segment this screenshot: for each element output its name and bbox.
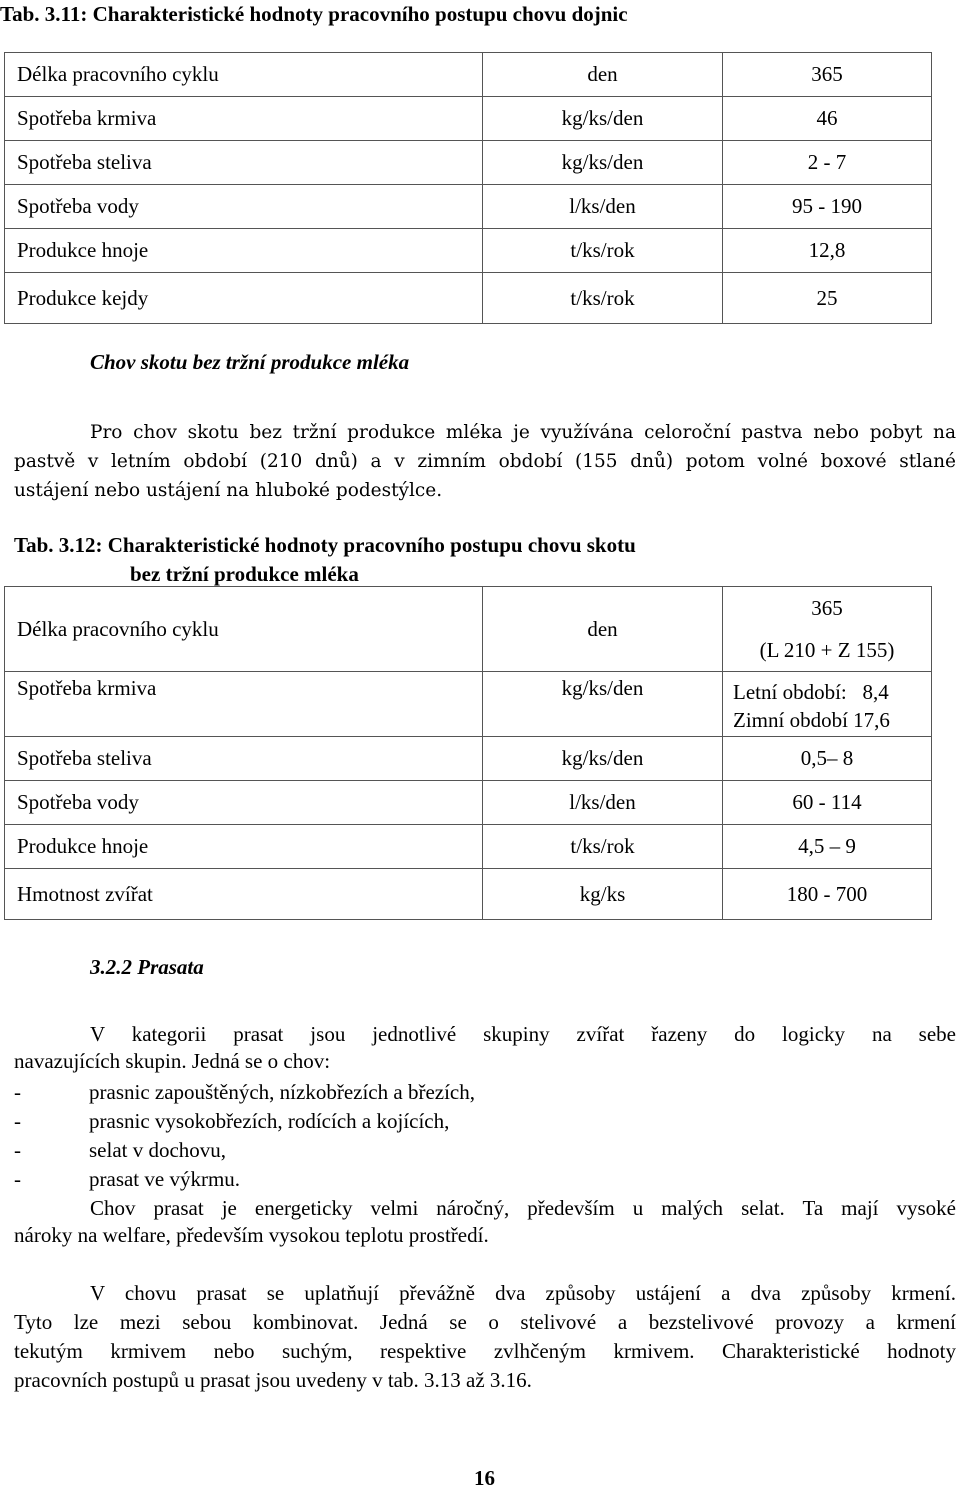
section-paragraph-cont xyxy=(14,447,956,505)
section-paragraph xyxy=(90,418,956,447)
row-unit: kg/ks/den xyxy=(483,141,723,185)
row-label: Produkce kejdy xyxy=(5,273,483,324)
row-label: Produkce hnoje xyxy=(5,229,483,273)
table1-caption: Tab. 3.11: Charakteristické hodnoty pracovního postupu chovu dojnic xyxy=(0,2,628,26)
paragraph-cont xyxy=(14,1308,956,1395)
section-heading: 3.2.2 Prasata xyxy=(90,955,204,979)
paragraph-line: Pro chov skotu bez tržní produkce mléka je využívána celoroční pastva nebo pobyt na xyxy=(90,422,956,443)
value-line: (L 210 + Z 155) xyxy=(759,638,895,662)
table2 xyxy=(4,586,932,920)
paragraph-line: Chov prasat je energeticky velmi náročný, především u malých selat. Ta mají vysoké xyxy=(90,1196,956,1220)
paragraph xyxy=(90,1194,956,1223)
row-value: 60 - 114 xyxy=(723,781,932,825)
value-line: Zimní období 17,6 xyxy=(733,708,890,732)
list-item xyxy=(14,1107,475,1136)
bullet-dash: - xyxy=(14,1167,21,1191)
row-label: Spotřeba krmiva xyxy=(5,672,483,737)
row-unit: l/ks/den xyxy=(483,781,723,825)
row-label: Spotřeba vody xyxy=(5,185,483,229)
row-unit: den xyxy=(483,53,723,97)
list-item xyxy=(14,1136,475,1165)
row-value: 95 - 190 xyxy=(723,185,932,229)
row-unit: kg/ks/den xyxy=(483,737,723,781)
table-row xyxy=(5,587,932,672)
table-row xyxy=(5,273,932,324)
paragraph-line: Tyto lze mezi sebou kombinovat. Jedná se o stelivové a bezstelivové provozy a krmení xyxy=(14,1310,956,1334)
table-row xyxy=(5,53,932,97)
paragraph-line: tekutým krmivem nebo suchým, respektive zvlhčeným krmivem. Charakteristické hodnoty xyxy=(14,1339,956,1363)
row-value: 25 xyxy=(723,273,932,324)
row-value xyxy=(723,672,932,737)
row-value: 46 xyxy=(723,97,932,141)
list-item xyxy=(14,1165,475,1194)
list-item xyxy=(14,1078,475,1107)
row-unit: kg/ks/den xyxy=(483,97,723,141)
row-value: 4,5 – 9 xyxy=(723,825,932,869)
row-label: Spotřeba vody xyxy=(5,781,483,825)
row-unit: t/ks/rok xyxy=(483,825,723,869)
row-label: Spotřeba steliva xyxy=(5,141,483,185)
table-row xyxy=(5,869,932,920)
table2-caption: Tab. 3.12: Charakteristické hodnoty pracovního postupu chovu skotu xyxy=(14,533,636,557)
row-label: Spotřeba steliva xyxy=(5,737,483,781)
row-unit: t/ks/rok xyxy=(483,229,723,273)
row-unit: kg/ks/den xyxy=(483,672,723,737)
paragraph-cont: nároky na welfare, především vysokou teplotu prostředí. xyxy=(14,1223,489,1247)
row-label: Hmotnost zvířat xyxy=(5,869,483,920)
row-label: Délka pracovního cyklu xyxy=(5,587,483,672)
table2-caption-line2: bez tržní produkce mléka xyxy=(130,562,359,586)
row-unit: l/ks/den xyxy=(483,185,723,229)
intro-paragraph xyxy=(90,1020,956,1049)
list-item-text: prasat ve výkrmu. xyxy=(89,1167,241,1191)
table-row xyxy=(5,229,932,273)
value-line: 365 xyxy=(811,596,843,620)
bullet-dash: - xyxy=(14,1109,21,1133)
table-row xyxy=(5,781,932,825)
list-item-text: selat v dochovu, xyxy=(89,1138,227,1162)
row-value: 180 - 700 xyxy=(723,869,932,920)
table1 xyxy=(4,52,932,324)
row-unit: den xyxy=(483,587,723,672)
section-heading: Chov skotu bez tržní produkce mléka xyxy=(90,350,410,374)
row-value: 12,8 xyxy=(723,229,932,273)
intro-paragraph-cont: navazujících skupin. Jedná se o chov: xyxy=(14,1049,331,1073)
row-label: Produkce hnoje xyxy=(5,825,483,869)
paragraph xyxy=(90,1279,956,1308)
table-row xyxy=(5,825,932,869)
list-item-text: prasnic vysokobřezích, rodících a kojících, xyxy=(89,1109,450,1133)
row-value: 0,5– 8 xyxy=(723,737,932,781)
bullet-list xyxy=(14,1078,475,1194)
row-value: 2 - 7 xyxy=(723,141,932,185)
table-row xyxy=(5,185,932,229)
table-row xyxy=(5,737,932,781)
row-value: 365 xyxy=(723,53,932,97)
paragraph-line: V kategorii prasat jsou jednotlivé skupiny zvířat řazeny do logicky na sebe xyxy=(90,1022,956,1046)
value-line: Letní období: 8,4 xyxy=(733,680,889,704)
table-row xyxy=(5,672,932,737)
table-row xyxy=(5,141,932,185)
page-number: 16 xyxy=(474,1466,495,1490)
list-item-text: prasnic zapouštěných, nízkobřezích a březích, xyxy=(89,1080,475,1104)
bullet-dash: - xyxy=(14,1080,21,1104)
paragraph-line: ustájení nebo ustájení na hluboké podestýlce. xyxy=(14,480,443,501)
row-unit: kg/ks xyxy=(483,869,723,920)
row-unit: t/ks/rok xyxy=(483,273,723,324)
table-row xyxy=(5,97,932,141)
row-label: Spotřeba krmiva xyxy=(5,97,483,141)
paragraph-line: pracovních postupů u prasat jsou uvedeny v tab. 3.13 až 3.16. xyxy=(14,1368,532,1392)
paragraph-line: V chovu prasat se uplatňují převážně dva způsoby ustájení a dva způsoby krmení. xyxy=(90,1281,956,1305)
paragraph-line: pastvě v letním období (210 dnů) a v zimním období (155 dnů) potom volné boxové stlané xyxy=(14,451,956,472)
row-label: Délka pracovního cyklu xyxy=(5,53,483,97)
bullet-dash: - xyxy=(14,1138,21,1162)
row-value xyxy=(723,587,932,672)
